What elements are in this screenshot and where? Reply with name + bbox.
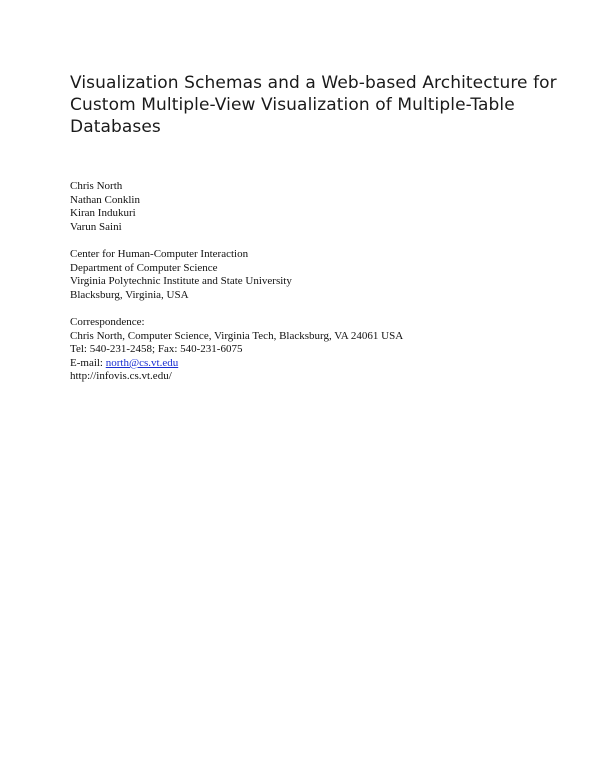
affiliation-location: Blacksburg, Virginia, USA — [70, 288, 189, 301]
author-name: Nathan Conklin — [70, 193, 140, 206]
website-url: http://infovis.cs.vt.edu/ — [70, 370, 172, 383]
paper-title — [70, 72, 570, 138]
correspondence-heading: Correspondence: — [70, 316, 145, 328]
correspondence-block — [70, 316, 550, 384]
email-label: E-mail: — [70, 356, 106, 369]
affiliation-center: Center for Human-Computer Interaction — [70, 248, 249, 260]
author-name: Kiran Indukuri — [70, 207, 136, 220]
affiliation-university: Virginia Polytechnic Institute and State University — [70, 275, 292, 288]
affiliation-department: Department of Computer Science — [70, 261, 218, 274]
author-name: Varun Saini — [70, 220, 122, 233]
email-link[interactable]: north@cs.vt.edu — [105, 356, 179, 369]
title-line-2: Custom Multiple-View Visualization of Multiple-Table — [70, 95, 515, 115]
author-list — [70, 180, 550, 234]
correspondence-phone-fax: Tel: 540-231-2458; Fax: 540-231-6075 — [70, 343, 243, 356]
title-line-3: Databases — [70, 117, 161, 137]
correspondence-address: Chris North, Computer Science, Virginia Tech, Blacksburg, VA 24061 USA — [70, 329, 404, 342]
title-line-1: Visualization Schemas and a Web-based Architecture for — [70, 73, 557, 93]
author-name: Chris North — [70, 180, 123, 192]
correspondence-email-line — [70, 357, 550, 371]
affiliation-block — [70, 248, 550, 302]
